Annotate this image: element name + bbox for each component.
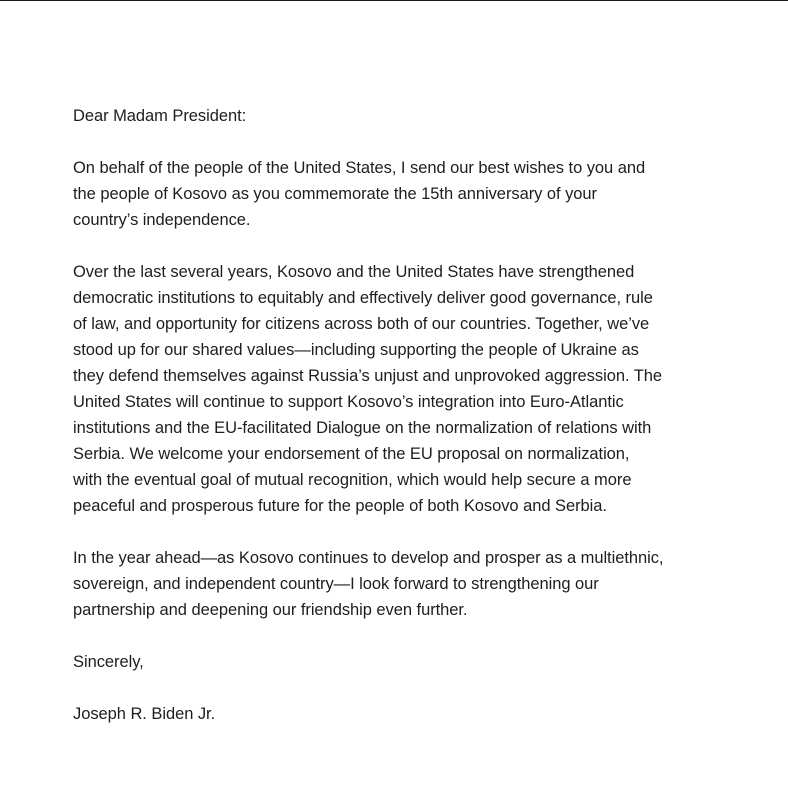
paragraph-1 xyxy=(73,155,763,233)
paragraph-line: democratic institutions to equitably and effectively deliver good governance, rule xyxy=(73,289,653,307)
signature-block xyxy=(73,701,763,727)
paragraph-line: stood up for our shared values—including supporting the people of Ukraine as xyxy=(73,341,639,359)
paragraph-line: In the year ahead—as Kosovo continues to develop and prosper as a multiethnic, xyxy=(73,549,664,567)
paragraph-line: of law, and opportunity for citizens across both of our countries. Together, we’ve xyxy=(73,315,650,333)
paragraph-line: peaceful and prosperous future for the people of both Kosovo and Serbia. xyxy=(73,497,607,515)
top-border-line xyxy=(0,0,788,1)
paragraph-line: Serbia. We welcome your endorsement of the EU proposal on normalization, xyxy=(73,445,630,463)
letter-body xyxy=(73,103,763,727)
signature-name: Joseph R. Biden Jr. xyxy=(73,705,216,723)
salutation: Dear Madam President: xyxy=(73,107,247,125)
paragraph-line: sovereign, and independent country—I look forward to strengthening our xyxy=(73,575,599,593)
paragraph-line: Over the last several years, Kosovo and the United States have strengthened xyxy=(73,263,635,281)
paragraph-line: partnership and deepening our friendship even further. xyxy=(73,601,468,619)
paragraph-2 xyxy=(73,259,763,519)
paragraph-line: United States will continue to support Kosovo’s integration into Euro-Atlantic xyxy=(73,393,624,411)
salutation-block xyxy=(73,103,763,129)
paragraph-line: institutions and the EU-facilitated Dialogue on the normalization of relations with xyxy=(73,419,652,437)
paragraph-line: with the eventual goal of mutual recognition, which would help secure a more xyxy=(73,471,632,489)
paragraph-line: they defend themselves against Russia’s unjust and unprovoked aggression. The xyxy=(73,367,662,385)
paragraph-3 xyxy=(73,545,763,623)
closing: Sincerely, xyxy=(73,653,144,671)
paragraph-line: On behalf of the people of the United States, I send our best wishes to you and xyxy=(73,159,646,177)
closing-block xyxy=(73,649,763,675)
paragraph-line: the people of Kosovo as you commemorate the 15th anniversary of your xyxy=(73,185,597,203)
paragraph-line: country’s independence. xyxy=(73,211,251,229)
